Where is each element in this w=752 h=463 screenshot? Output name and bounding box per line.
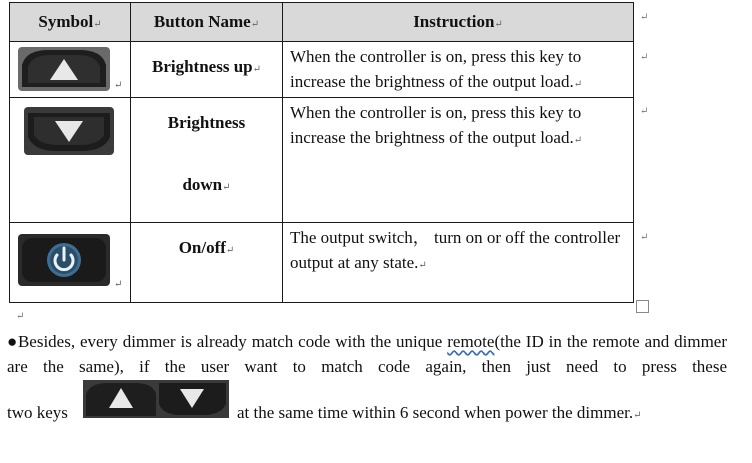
arrow-up-key-icon bbox=[86, 383, 156, 416]
row-end-mark: ↵ bbox=[640, 12, 649, 23]
empty-paragraph-mark: ↵ bbox=[16, 311, 25, 322]
cell-end-mark: ↵ bbox=[114, 279, 123, 290]
symbol-cell bbox=[10, 223, 131, 303]
cell-end-mark: ↵ bbox=[114, 80, 123, 91]
button-name-brightness-down: Brightness down↵ bbox=[167, 113, 246, 194]
arrow-down-key-icon bbox=[159, 383, 226, 415]
instruction-cell bbox=[283, 223, 634, 303]
instruction-cell bbox=[283, 42, 634, 98]
instruction-text: The output switch， turn on or off the controller output at any state.↵ bbox=[290, 228, 621, 272]
instruction-text: When the controller is on, press this key to increase the brightness of the output load.↵ bbox=[290, 47, 583, 91]
symbol-cell bbox=[10, 98, 131, 223]
symbol-cell bbox=[10, 42, 131, 98]
remote-word: remote bbox=[447, 332, 495, 351]
instruction-text: When the controller is on, press this key to increase the brightness of the output load.↵ bbox=[290, 103, 583, 147]
paragraph-line-1: ●Besides, every dimmer is already match code with the unique remote(the ID in the remote and dimmer are the same), if the user want to match code again, then just need to press these bbox=[7, 332, 727, 376]
description-paragraph bbox=[7, 329, 727, 379]
button-name-brightness-up: Brightness up↵ bbox=[151, 57, 261, 76]
button-name-cell bbox=[131, 223, 283, 303]
paragraph-line-3: two keys bbox=[7, 403, 68, 422]
arrow-up-key-icon bbox=[18, 47, 110, 91]
button-instruction-table bbox=[9, 2, 634, 303]
header-button-name: Button Name↵ bbox=[131, 3, 283, 42]
table-row bbox=[10, 42, 634, 98]
row-end-mark: ↵ bbox=[640, 232, 649, 243]
row-end-mark: ↵ bbox=[640, 106, 649, 117]
row-end-mark: ↵ bbox=[640, 52, 649, 63]
two-keys-image bbox=[83, 380, 229, 418]
table-header-row bbox=[10, 3, 634, 42]
paragraph-line-3-end: at the same time within 6 second when power the dimmer.↵ bbox=[237, 403, 642, 422]
instruction-cell bbox=[283, 98, 634, 223]
table-row bbox=[10, 98, 634, 223]
table-resize-handle[interactable] bbox=[636, 300, 649, 313]
table-row bbox=[10, 223, 634, 303]
power-key-icon bbox=[18, 234, 110, 286]
header-symbol: Symbol↵ bbox=[10, 3, 131, 42]
button-name-cell bbox=[131, 98, 283, 223]
button-name-cell bbox=[131, 42, 283, 98]
button-name-on-off: On/off↵ bbox=[178, 238, 235, 257]
arrow-down-key-icon bbox=[24, 107, 114, 155]
header-instruction: Instruction↵ bbox=[283, 3, 634, 42]
